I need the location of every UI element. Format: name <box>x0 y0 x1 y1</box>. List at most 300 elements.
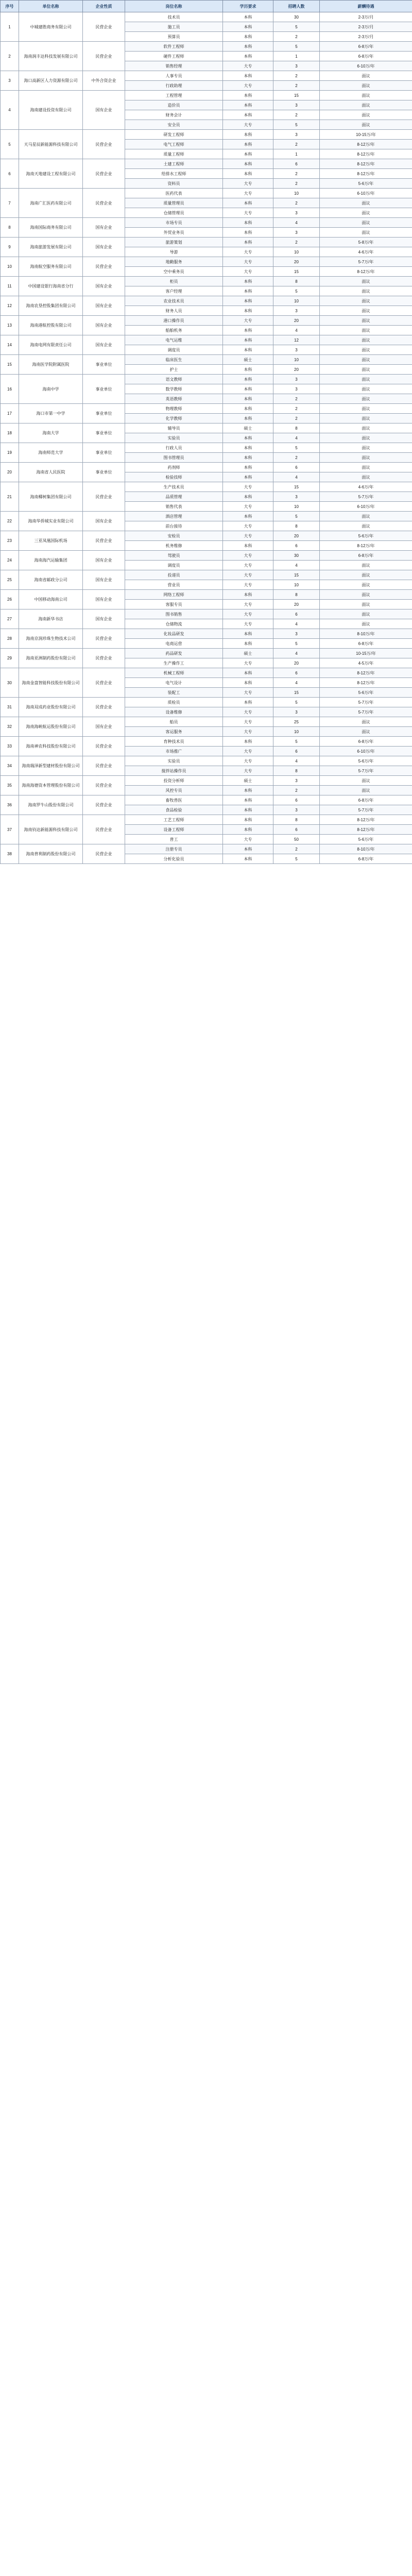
cell-pay: 面议 <box>320 335 412 345</box>
table-row <box>1 277 412 286</box>
cell-pay: 面议 <box>320 609 412 619</box>
cell-seq: 1 <box>1 12 19 42</box>
cell-pay: 5-7万/年 <box>320 257 412 267</box>
cell-count: 3 <box>273 805 320 815</box>
cell-job: 质检员 <box>125 698 223 707</box>
cell-count: 3 <box>273 776 320 786</box>
cell-count: 2 <box>273 81 320 91</box>
cell-pay: 面议 <box>320 286 412 296</box>
cell-edu: 本科 <box>223 149 273 159</box>
cell-count: 1 <box>273 149 320 159</box>
cell-unit: 海南医学院附属医院 <box>19 355 83 375</box>
cell-type: 国有企业 <box>83 570 125 590</box>
header-unit: 单位名称 <box>19 1 83 12</box>
cell-pay: 面议 <box>320 433 412 443</box>
cell-type: 国有企业 <box>83 609 125 629</box>
cell-job: 物理教师 <box>125 404 223 414</box>
cell-count: 10 <box>273 247 320 257</box>
cell-edu: 大专 <box>223 707 273 717</box>
cell-count: 3 <box>273 306 320 316</box>
cell-edu: 大专 <box>223 120 273 130</box>
cell-type: 国有企业 <box>83 717 125 737</box>
table-row <box>1 316 412 326</box>
cell-seq: 34 <box>1 756 19 776</box>
table-row <box>1 512 412 521</box>
cell-unit: 海南中学 <box>19 375 83 404</box>
cell-unit: 海口高新区人力资源有限公司 <box>19 71 83 91</box>
cell-unit: 海南罗牛山股份有限公司 <box>19 795 83 815</box>
cell-pay: 面议 <box>320 570 412 580</box>
cell-unit: 海南建设投资有限公司 <box>19 91 83 130</box>
cell-pay: 8-12万/年 <box>320 169 412 179</box>
cell-pay: 8-12万/年 <box>320 140 412 149</box>
cell-type: 国有企业 <box>83 335 125 355</box>
cell-count: 3 <box>273 100 320 110</box>
cell-unit: 海南电网有限责任公司 <box>19 335 83 355</box>
header-type: 企业性质 <box>83 1 125 12</box>
cell-count: 5 <box>273 854 320 864</box>
cell-pay: 面议 <box>320 100 412 110</box>
cell-job: 机械工程师 <box>125 668 223 678</box>
cell-job: 工程管理 <box>125 91 223 100</box>
table-row <box>1 12 412 22</box>
cell-count: 3 <box>273 375 320 384</box>
cell-pay: 面议 <box>320 375 412 384</box>
cell-job: 投资分析师 <box>125 776 223 786</box>
cell-edu: 大专 <box>223 189 273 198</box>
table-row <box>1 629 412 639</box>
cell-unit: 海南瑞泽新型建材股份有限公司 <box>19 756 83 776</box>
cell-job: 造价员 <box>125 100 223 110</box>
cell-job: 实验员 <box>125 433 223 443</box>
cell-type: 民营企业 <box>83 130 125 159</box>
table-row <box>1 531 412 541</box>
header-seq: 序号 <box>1 1 19 12</box>
cell-count: 6 <box>273 795 320 805</box>
table-row <box>1 590 412 600</box>
cell-count: 6 <box>273 609 320 619</box>
cell-type: 中外合资企业 <box>83 71 125 91</box>
cell-seq: 38 <box>1 844 19 864</box>
cell-pay: 面议 <box>320 414 412 423</box>
cell-pay: 面议 <box>320 228 412 238</box>
cell-count: 10 <box>273 580 320 590</box>
cell-job: 客运服务 <box>125 727 223 737</box>
cell-pay: 面议 <box>320 326 412 335</box>
cell-unit: 海南师范大学 <box>19 443 83 463</box>
cell-job: 营业员 <box>125 580 223 590</box>
cell-job: 数学教师 <box>125 384 223 394</box>
cell-pay: 6-8万/年 <box>320 639 412 649</box>
cell-job: 投递员 <box>125 570 223 580</box>
cell-seq: 6 <box>1 159 19 189</box>
cell-edu: 硕士 <box>223 423 273 433</box>
cell-job: 船员 <box>125 717 223 727</box>
cell-count: 6 <box>273 463 320 472</box>
cell-unit: 海南海德资本管理股份有限公司 <box>19 776 83 795</box>
cell-job: 药剂师 <box>125 463 223 472</box>
cell-seq: 32 <box>1 717 19 737</box>
table-row <box>1 717 412 727</box>
table-row <box>1 375 412 384</box>
cell-edu: 本科 <box>223 737 273 747</box>
cell-count: 5 <box>273 42 320 52</box>
cell-pay: 面议 <box>320 277 412 286</box>
cell-count: 20 <box>273 257 320 267</box>
cell-job: 质量工程师 <box>125 149 223 159</box>
cell-type: 民营企业 <box>83 844 125 864</box>
cell-seq: 31 <box>1 698 19 717</box>
cell-edu: 大专 <box>223 81 273 91</box>
cell-count: 30 <box>273 12 320 22</box>
table-row <box>1 159 412 169</box>
cell-count: 3 <box>273 384 320 394</box>
cell-job: 空中乘务员 <box>125 267 223 277</box>
cell-type: 民营企业 <box>83 42 125 71</box>
cell-type: 国有企业 <box>83 91 125 130</box>
cell-edu: 本科 <box>223 815 273 825</box>
cell-count: 50 <box>273 835 320 844</box>
cell-edu: 本科 <box>223 12 273 22</box>
cell-pay: 8-12万/年 <box>320 541 412 551</box>
cell-seq: 20 <box>1 463 19 482</box>
cell-unit: 海南华侨城实业有限公司 <box>19 512 83 531</box>
cell-pay: 6-8万/年 <box>320 854 412 864</box>
cell-pay: 面议 <box>320 81 412 91</box>
cell-count: 3 <box>273 492 320 502</box>
cell-seq: 24 <box>1 551 19 570</box>
page <box>0 0 412 864</box>
cell-pay: 面议 <box>320 521 412 531</box>
cell-edu: 本科 <box>223 159 273 169</box>
table-row <box>1 218 412 228</box>
cell-pay: 面议 <box>320 580 412 590</box>
cell-edu: 大专 <box>223 570 273 580</box>
cell-count: 3 <box>273 61 320 71</box>
cell-edu: 本科 <box>223 365 273 375</box>
cell-seq: 22 <box>1 512 19 531</box>
cell-unit: 海南大学 <box>19 423 83 443</box>
cell-pay: 5-6万/年 <box>320 835 412 844</box>
cell-type: 民营企业 <box>83 629 125 649</box>
cell-count: 2 <box>273 179 320 189</box>
cell-type: 事业单位 <box>83 375 125 404</box>
cell-pay: 面议 <box>320 472 412 482</box>
cell-unit: 海南京润珍珠生物技术公司 <box>19 629 83 649</box>
cell-job: 销售代表 <box>125 502 223 512</box>
cell-count: 2 <box>273 786 320 795</box>
table-row <box>1 551 412 561</box>
cell-edu: 本科 <box>223 277 273 286</box>
cell-job: 辅导员 <box>125 423 223 433</box>
cell-pay: 10-15万/年 <box>320 130 412 140</box>
cell-pay: 6-10万/年 <box>320 502 412 512</box>
cell-job: 网络工程师 <box>125 590 223 600</box>
table-body <box>1 12 412 864</box>
cell-edu: 本科 <box>223 238 273 247</box>
cell-count: 6 <box>273 668 320 678</box>
cell-edu: 大专 <box>223 600 273 609</box>
table-row <box>1 296 412 306</box>
cell-job: 旅游策划 <box>125 238 223 247</box>
cell-job: 质量管理员 <box>125 198 223 208</box>
cell-seq: 12 <box>1 296 19 316</box>
cell-edu: 本科 <box>223 786 273 795</box>
cell-count: 8 <box>273 423 320 433</box>
cell-type: 民营企业 <box>83 12 125 42</box>
cell-job: 研发工程师 <box>125 130 223 140</box>
cell-count: 2 <box>273 169 320 179</box>
cell-count: 8 <box>273 815 320 825</box>
cell-seq: 5 <box>1 130 19 159</box>
cell-count: 3 <box>273 208 320 218</box>
cell-count: 5 <box>273 443 320 453</box>
cell-type: 民营企业 <box>83 189 125 218</box>
cell-edu: 本科 <box>223 394 273 404</box>
cell-seq: 17 <box>1 404 19 423</box>
cell-edu: 大专 <box>223 580 273 590</box>
header-count: 招聘人数 <box>273 1 320 12</box>
cell-count: 3 <box>273 228 320 238</box>
cell-unit: 海南广汇医药有限公司 <box>19 189 83 218</box>
cell-pay: 6-10万/年 <box>320 747 412 756</box>
cell-seq: 11 <box>1 277 19 296</box>
cell-job: 市场推广 <box>125 747 223 756</box>
cell-unit: 海南农垦控股集团有限公司 <box>19 296 83 316</box>
cell-job: 护士 <box>125 365 223 375</box>
header-edu: 学历要求 <box>223 1 273 12</box>
cell-count: 5 <box>273 286 320 296</box>
cell-edu: 本科 <box>223 854 273 864</box>
cell-count: 2 <box>273 32 320 42</box>
table-row <box>1 609 412 619</box>
cell-edu: 本科 <box>223 375 273 384</box>
cell-job: 安检员 <box>125 531 223 541</box>
table-row <box>1 649 412 658</box>
cell-pay: 8-12万/年 <box>320 668 412 678</box>
cell-edu: 硕士 <box>223 776 273 786</box>
cell-job: 技术员 <box>125 12 223 22</box>
cell-pay: 8-12万/年 <box>320 815 412 825</box>
cell-count: 2 <box>273 71 320 81</box>
cell-unit: 海南钧达新能源科技有限公司 <box>19 815 83 844</box>
cell-job: 调度员 <box>125 345 223 355</box>
cell-count: 10 <box>273 502 320 512</box>
cell-edu: 本科 <box>223 639 273 649</box>
cell-pay: 6-8万/年 <box>320 52 412 61</box>
cell-count: 1 <box>273 52 320 61</box>
cell-unit: 海南航空服务有限公司 <box>19 257 83 277</box>
cell-job: 地勤服务 <box>125 257 223 267</box>
cell-pay: 6-10万/年 <box>320 61 412 71</box>
cell-pay: 10-15万/年 <box>320 649 412 658</box>
cell-count: 5 <box>273 737 320 747</box>
cell-job: 食品检验 <box>125 805 223 815</box>
cell-count: 5 <box>273 512 320 521</box>
cell-edu: 大专 <box>223 561 273 570</box>
cell-job: 医药代表 <box>125 189 223 198</box>
cell-edu: 大专 <box>223 61 273 71</box>
cell-seq: 13 <box>1 316 19 335</box>
cell-edu: 本科 <box>223 698 273 707</box>
table-header-row <box>1 1 412 12</box>
cell-edu: 大专 <box>223 179 273 189</box>
cell-pay: 面议 <box>320 453 412 463</box>
table-row <box>1 42 412 52</box>
cell-edu: 硕士 <box>223 649 273 658</box>
table-row <box>1 668 412 678</box>
cell-count: 3 <box>273 130 320 140</box>
cell-count: 8 <box>273 277 320 286</box>
cell-type: 国有企业 <box>83 590 125 609</box>
cell-seq: 14 <box>1 335 19 355</box>
cell-count: 3 <box>273 345 320 355</box>
cell-seq: 18 <box>1 423 19 443</box>
cell-job: 装配工 <box>125 688 223 698</box>
cell-unit: 海南天地建设工程有限公司 <box>19 159 83 189</box>
cell-job: 生产操作工 <box>125 658 223 668</box>
cell-type: 事业单位 <box>83 404 125 423</box>
cell-pay: 面议 <box>320 365 412 375</box>
cell-job: 搅拌站操作员 <box>125 766 223 776</box>
cell-pay: 8-12万/年 <box>320 825 412 835</box>
cell-count: 10 <box>273 355 320 365</box>
cell-job: 检验技师 <box>125 472 223 482</box>
cell-edu: 大专 <box>223 316 273 326</box>
cell-job: 客服专员 <box>125 600 223 609</box>
cell-pay: 5-6万/年 <box>320 179 412 189</box>
cell-type: 事业单位 <box>83 443 125 463</box>
cell-seq: 35 <box>1 776 19 795</box>
cell-count: 6 <box>273 747 320 756</box>
cell-pay: 5-6万/年 <box>320 756 412 766</box>
cell-job: 调度员 <box>125 561 223 570</box>
cell-job: 销售经理 <box>125 61 223 71</box>
cell-type: 事业单位 <box>83 423 125 443</box>
table-row <box>1 844 412 854</box>
cell-seq: 19 <box>1 443 19 463</box>
cell-unit: 海南新华书店 <box>19 609 83 629</box>
cell-edu: 大专 <box>223 531 273 541</box>
cell-job: 导游 <box>125 247 223 257</box>
cell-count: 20 <box>273 365 320 375</box>
cell-pay: 面议 <box>320 786 412 795</box>
cell-pay: 2-3万/月 <box>320 12 412 22</box>
cell-edu: 本科 <box>223 218 273 228</box>
cell-type: 国有企业 <box>83 296 125 316</box>
cell-job: 施工员 <box>125 22 223 32</box>
cell-edu: 本科 <box>223 42 273 52</box>
cell-unit: 海南金盘智能科技股份有限公司 <box>19 668 83 698</box>
cell-count: 4 <box>273 218 320 228</box>
cell-edu: 本科 <box>223 443 273 453</box>
cell-pay: 4-6万/年 <box>320 482 412 492</box>
cell-unit: 海南海峡航运股份有限公司 <box>19 717 83 737</box>
cell-count: 5 <box>273 698 320 707</box>
cell-count: 2 <box>273 453 320 463</box>
cell-job: 英语教师 <box>125 394 223 404</box>
table-row <box>1 815 412 825</box>
cell-pay: 面议 <box>320 198 412 208</box>
cell-pay: 8-10万/年 <box>320 629 412 639</box>
cell-seq: 16 <box>1 375 19 404</box>
cell-job: 安全员 <box>125 120 223 130</box>
cell-count: 5 <box>273 120 320 130</box>
cell-unit: 海南省邮政分公司 <box>19 570 83 590</box>
cell-job: 语文教师 <box>125 375 223 384</box>
cell-pay: 6-8万/年 <box>320 42 412 52</box>
cell-unit: 海南椰树集团有限公司 <box>19 482 83 512</box>
cell-pay: 5-6万/年 <box>320 531 412 541</box>
cell-job: 市场专员 <box>125 218 223 228</box>
table-row <box>1 404 412 414</box>
cell-job: 畜牧兽医 <box>125 795 223 805</box>
cell-count: 25 <box>273 717 320 727</box>
cell-job: 电气运维 <box>125 335 223 345</box>
cell-job: 药品研发 <box>125 649 223 658</box>
cell-edu: 本科 <box>223 492 273 502</box>
cell-job: 分析化验员 <box>125 854 223 864</box>
cell-unit: 中城建胜商务有限公司 <box>19 12 83 42</box>
cell-type: 民营企业 <box>83 737 125 756</box>
cell-edu: 本科 <box>223 453 273 463</box>
cell-count: 2 <box>273 110 320 120</box>
table-row <box>1 698 412 707</box>
cell-edu: 大专 <box>223 766 273 776</box>
cell-edu: 大专 <box>223 521 273 531</box>
cell-count: 20 <box>273 658 320 668</box>
cell-count: 20 <box>273 316 320 326</box>
cell-count: 20 <box>273 600 320 609</box>
cell-pay: 面议 <box>320 296 412 306</box>
table-row <box>1 335 412 345</box>
header-pay: 薪酬待遇 <box>320 1 412 12</box>
cell-edu: 本科 <box>223 433 273 443</box>
cell-edu: 大专 <box>223 688 273 698</box>
cell-count: 4 <box>273 619 320 629</box>
cell-job: 注册专员 <box>125 844 223 854</box>
cell-pay: 6-8万/年 <box>320 795 412 805</box>
cell-job: 仓储物流 <box>125 619 223 629</box>
cell-pay: 5-7万/年 <box>320 707 412 717</box>
cell-type: 民营企业 <box>83 257 125 277</box>
cell-job: 农业技术员 <box>125 296 223 306</box>
cell-seq: 15 <box>1 355 19 375</box>
cell-pay: 5-7万/年 <box>320 805 412 815</box>
cell-edu: 本科 <box>223 668 273 678</box>
cell-job: 资料员 <box>125 179 223 189</box>
cell-job: 财务会计 <box>125 110 223 120</box>
cell-count: 3 <box>273 707 320 717</box>
cell-unit: 海南旅游发展有限公司 <box>19 238 83 257</box>
cell-count: 4 <box>273 472 320 482</box>
cell-pay: 面议 <box>320 384 412 394</box>
cell-edu: 大专 <box>223 619 273 629</box>
cell-count: 15 <box>273 91 320 100</box>
cell-count: 2 <box>273 238 320 247</box>
cell-pay: 面议 <box>320 208 412 218</box>
cell-edu: 本科 <box>223 590 273 600</box>
cell-edu: 本科 <box>223 91 273 100</box>
cell-edu: 本科 <box>223 326 273 335</box>
cell-edu: 大专 <box>223 835 273 844</box>
table-row <box>1 570 412 580</box>
cell-edu: 本科 <box>223 169 273 179</box>
cell-edu: 本科 <box>223 414 273 423</box>
header-job: 岗位名称 <box>125 1 223 12</box>
cell-pay: 面议 <box>320 316 412 326</box>
cell-type: 事业单位 <box>83 463 125 482</box>
